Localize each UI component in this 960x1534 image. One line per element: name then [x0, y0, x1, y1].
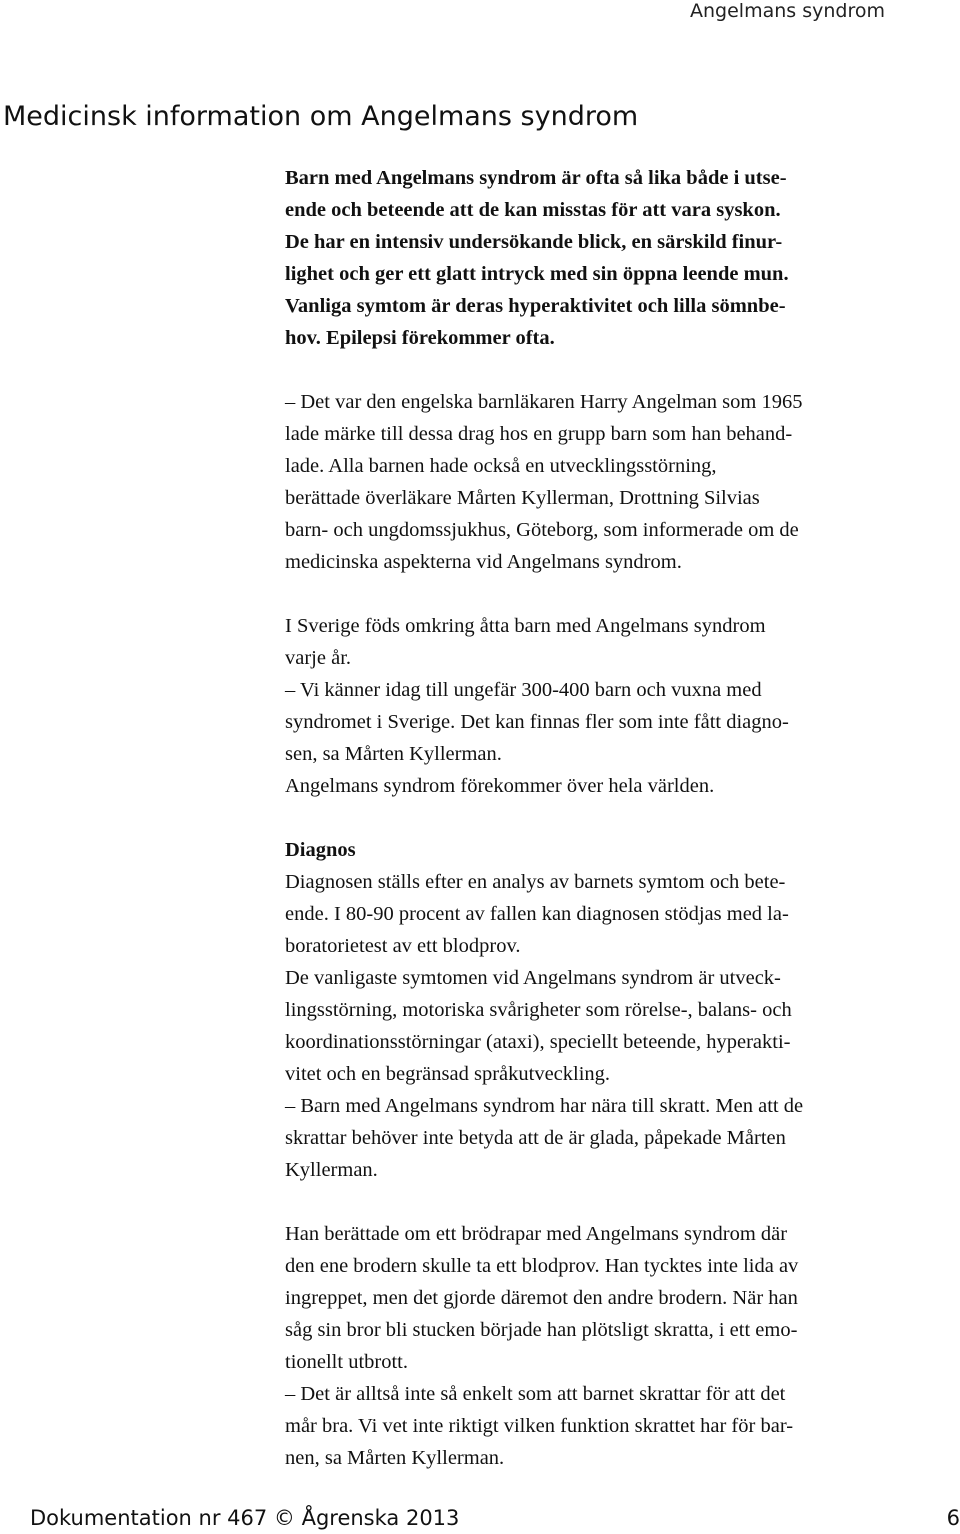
text-line: hov. Epilepsi förekommer ofta. [285, 327, 555, 349]
text-line: varje år. [285, 647, 352, 669]
text-line: lighet och ger ett glatt intryck med sin öppna leende mun. [285, 263, 789, 285]
paragraph-gap [285, 1186, 900, 1218]
text-line: Barn med Angelmans syndrom är ofta så lika både i utse- [285, 167, 787, 189]
paragraph-sweden-prevalence [285, 610, 900, 802]
text-line: Han berättade om ett brödrapar med Angelmans syndrom där [285, 1223, 788, 1245]
article-body [285, 162, 900, 1474]
text-line: Kyllerman. [285, 1159, 378, 1181]
lead-paragraph [285, 162, 900, 354]
text-line: Angelmans syndrom förekommer över hela världen. [285, 775, 715, 797]
text-line: mår bra. Vi vet inte riktigt vilken funktion skrattet har för bar- [285, 1415, 794, 1437]
text-line: ende. I 80-90 procent av fallen kan diagnosen stödjas med la- [285, 903, 789, 925]
diagnos-paragraph [285, 866, 900, 1186]
text-line: sen, sa Mårten Kyllerman. [285, 743, 502, 765]
running-header: Angelmans syndrom [690, 0, 885, 22]
text-line: medicinska aspekterna vid Angelmans syndrom. [285, 551, 682, 573]
text-line: – Barn med Angelmans syndrom har nära till skratt. Men att de [285, 1095, 804, 1117]
text-line: – Det är alltså inte så enkelt som att barnet skrattar för att det [285, 1383, 786, 1405]
page-number: 6 [946, 1506, 960, 1530]
text-line: lade märke till dessa drag hos en grupp barn som han behand- [285, 423, 793, 445]
text-line: lingsstörning, motoriska svårigheter som rörelse-, balans- och [285, 999, 792, 1021]
text-line: nen, sa Mårten Kyllerman. [285, 1447, 505, 1469]
text-line: berättade överläkare Mårten Kyllerman, Drottning Silvias [285, 487, 760, 509]
page-title: Medicinsk information om Angelmans syndrom [3, 101, 639, 132]
text-line: ende och beteende att de kan misstas för att vara syskon. [285, 199, 781, 221]
text-line: boratorietest av ett blodprov. [285, 935, 521, 957]
text-line: barn- och ungdomssjukhus, Göteborg, som informerade om de [285, 519, 799, 541]
text-line: syndromet i Sverige. Det kan finnas fler som inte fått diagno- [285, 711, 789, 733]
paragraph-gap [285, 354, 900, 386]
text-line: tionellt utbrott. [285, 1351, 408, 1373]
paragraph-brothers-story [285, 1218, 900, 1474]
text-line: – Vi känner idag till ungefär 300-400 barn och vuxna med [285, 679, 762, 701]
footer-text: Dokumentation nr 467 © Ågrenska 2013 [30, 1506, 460, 1530]
text-line: lade. Alla barnen hade också en utvecklingsstörning, [285, 455, 717, 477]
text-line: Diagnosen ställs efter en analys av barnets symtom och bete- [285, 871, 786, 893]
text-line: vitet och en begränsad språkutveckling. [285, 1063, 611, 1085]
section-diagnos [285, 834, 900, 1186]
text-line: skrattar behöver inte betyda att de är glada, påpekade Mårten [285, 1127, 786, 1149]
text-line: den ene brodern skulle ta ett blodprov. Han tycktes inte lida av [285, 1255, 799, 1277]
paragraph-gap [285, 578, 900, 610]
paragraph-angelman-history [285, 386, 900, 578]
text-line: De har en intensiv undersökande blick, en särskild finur- [285, 231, 783, 253]
section-heading-diagnos: Diagnos [285, 839, 356, 861]
text-line: I Sverige föds omkring åtta barn med Angelmans syndrom [285, 615, 766, 637]
text-line: ingreppet, men det gjorde däremot den andre brodern. När han [285, 1287, 798, 1309]
text-line: koordinationsstörningar (ataxi), speciellt beteende, hyperakti- [285, 1031, 791, 1053]
text-line: såg sin bror bli stucken började han plötsligt skratta, i ett emo- [285, 1319, 798, 1341]
text-line: Vanliga symtom är deras hyperaktivitet och lilla sömnbe- [285, 295, 786, 317]
text-line: De vanligaste symtomen vid Angelmans syndrom är utveck- [285, 967, 781, 989]
paragraph-gap [285, 802, 900, 834]
text-line: – Det var den engelska barnläkaren Harry Angelman som 1965 [285, 391, 803, 413]
